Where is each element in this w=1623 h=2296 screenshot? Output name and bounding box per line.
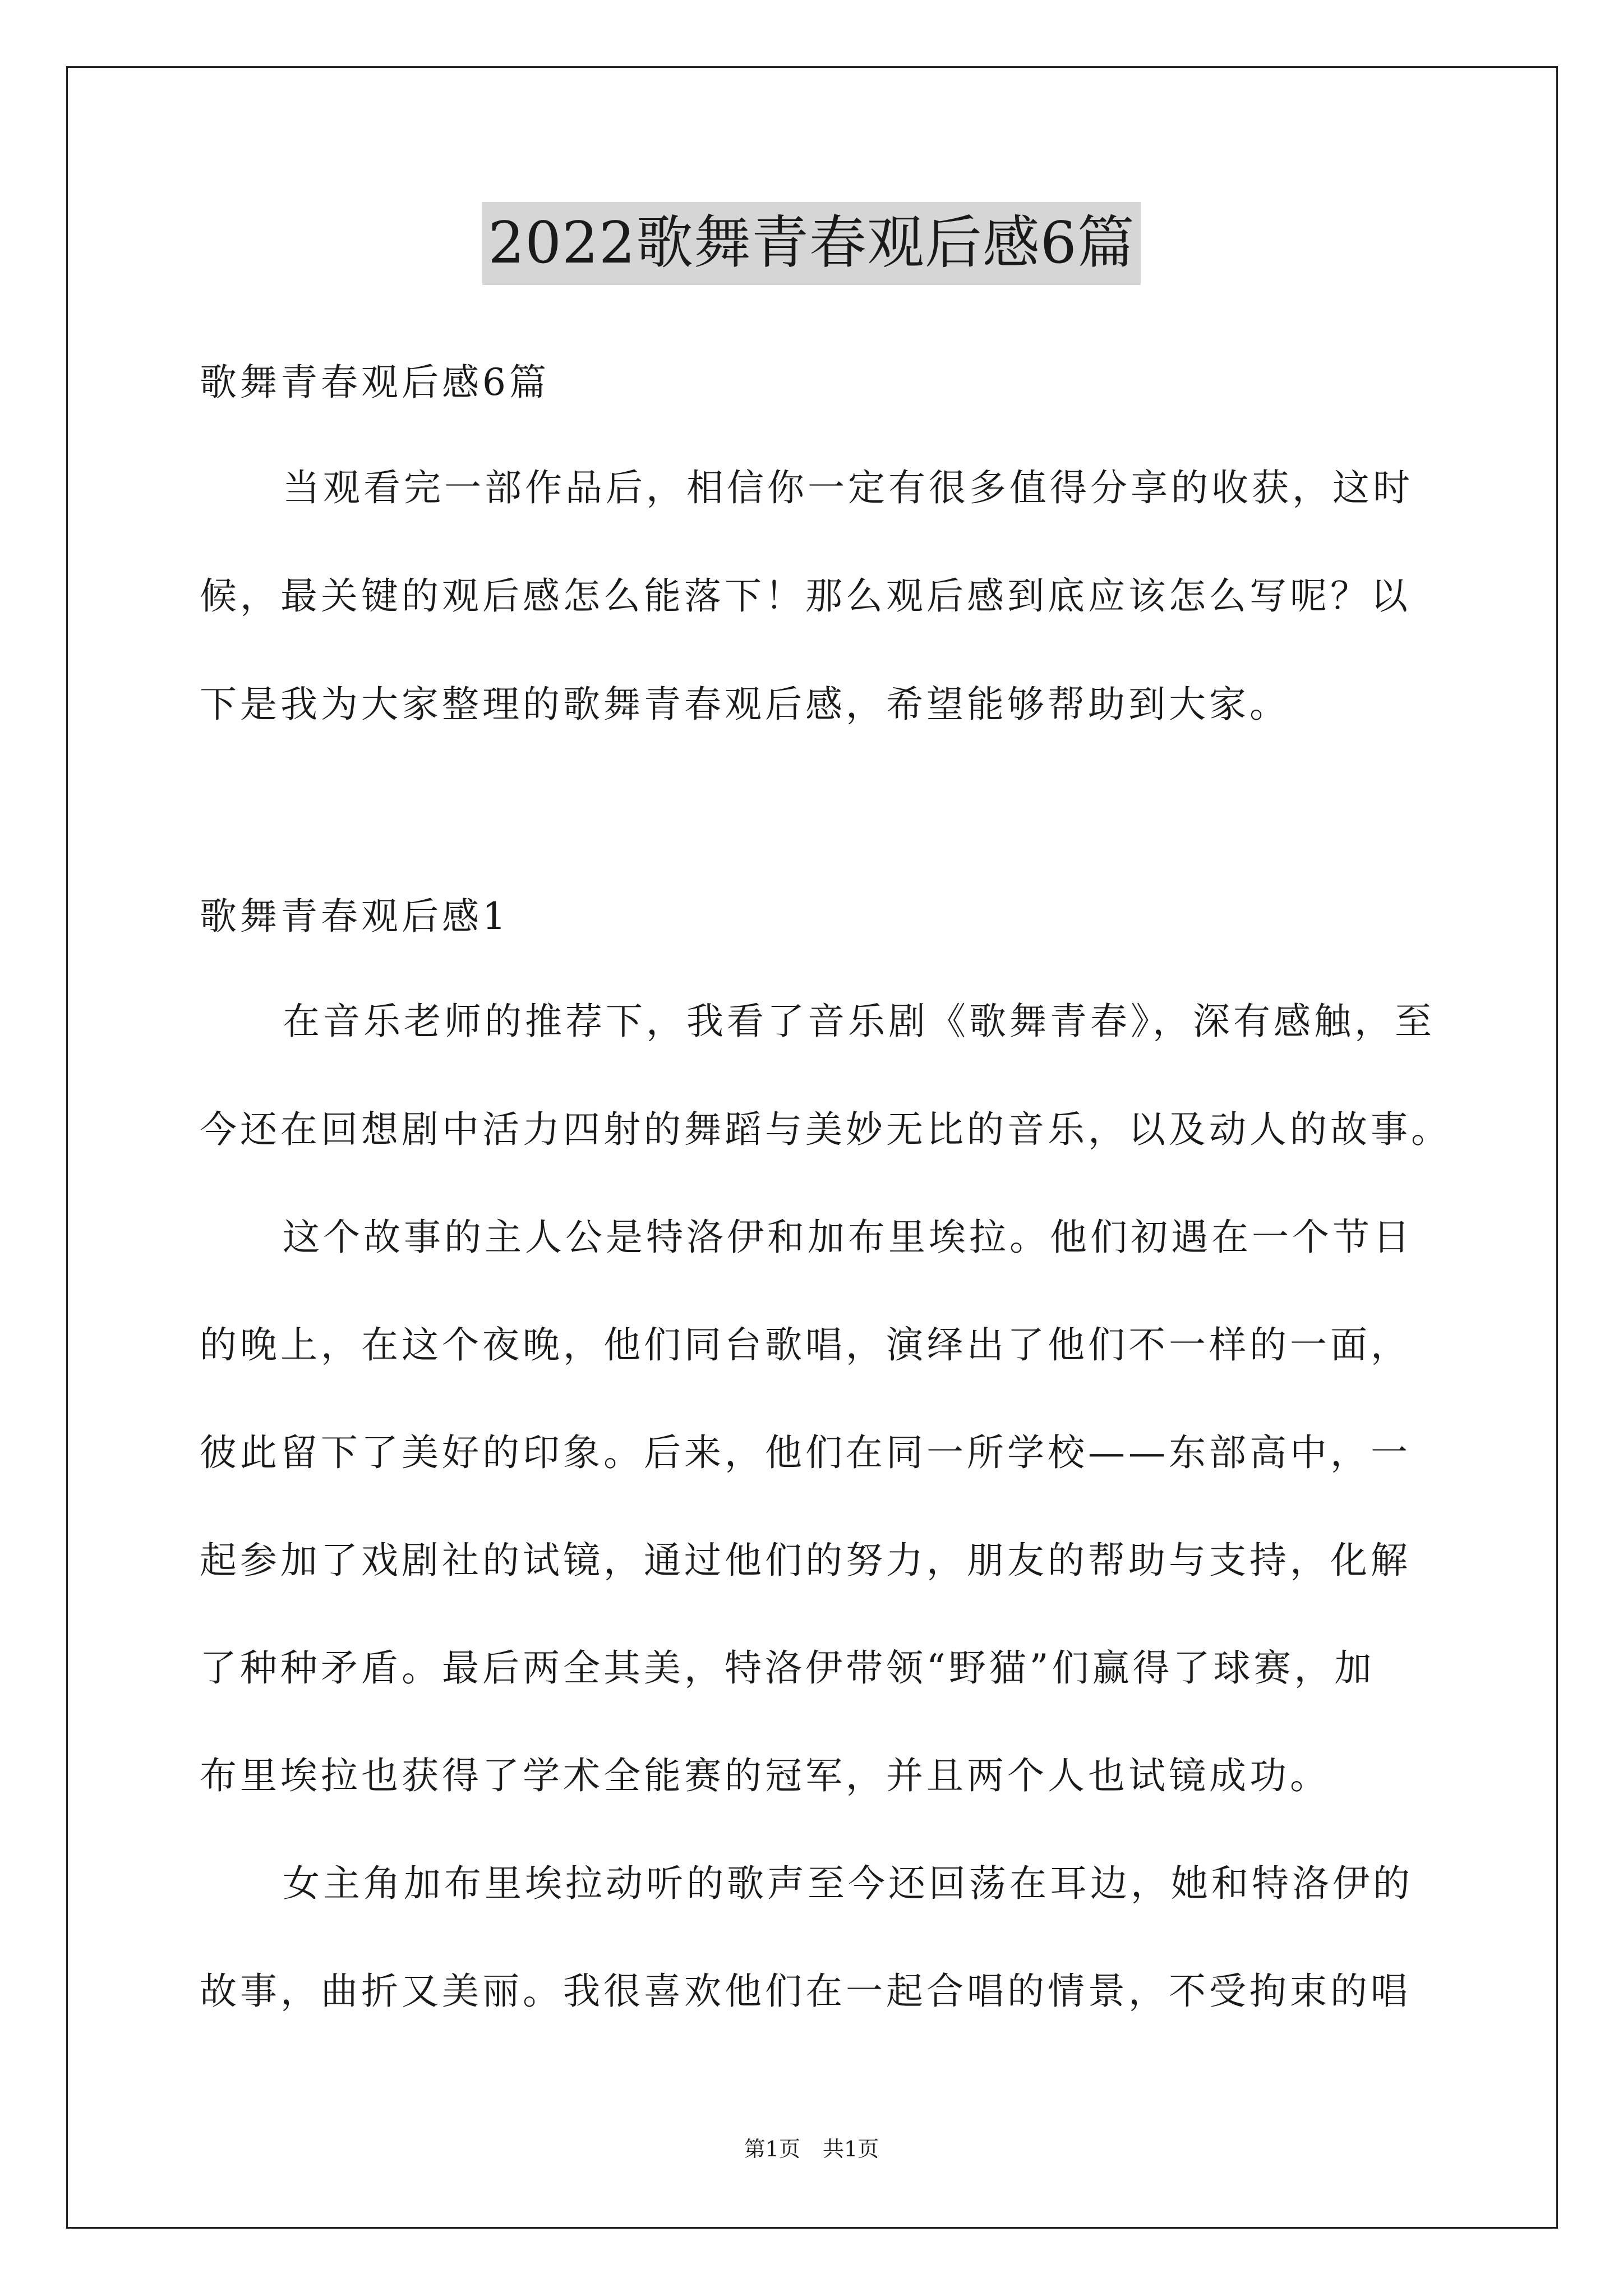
body-line: 女主角加布里埃拉动听的歌声至今还回荡在耳边，她和特洛伊的 [283,1862,1413,1905]
body-line: 故事，曲折又美丽。我很喜欢他们在一起合唱的情景，不受拘束的唱 [200,1970,1411,2013]
page-total: 共1页 [823,2137,879,2161]
body-line: 布里埃拉也获得了学术全能赛的冠军，并且两个人也试镜成功。 [200,1754,1330,1797]
body-line: 今还在回想剧中活力四射的舞蹈与美妙无比的音乐，以及动人的故事。 [200,1108,1451,1151]
section-heading: 歌舞青春观后感1 [200,895,509,938]
intro-line: 当观看完一部作品后，相信你一定有很多值得分享的收获，这时 [283,466,1413,509]
intro-line: 候，最关键的观后感怎么能落下！那么观后感到底应该怎么写呢？以 [200,574,1411,618]
page-footer [0,2135,1623,2163]
body-line: 这个故事的主人公是特洛伊和加布里埃拉。他们初遇在一个节日 [283,1216,1413,1259]
document-title: 2022歌舞青春观后感6篇 [482,202,1140,285]
body-line: 的晚上，在这个夜晚，他们同台歌唱，演绎出了他们不一样的一面， [200,1323,1411,1366]
document-subtitle: 歌舞青春观后感6篇 [200,361,550,404]
title-container [0,202,1623,285]
intro-line: 下是我为大家整理的歌舞青春观后感，希望能够帮助到大家。 [200,683,1290,726]
body-line: 在音乐老师的推荐下，我看了音乐剧《歌舞青春》，深有感触，至 [283,1000,1435,1043]
body-line: 了种种矛盾。最后两全其美，特洛伊带领“野猫”们赢得了球赛，加 [200,1646,1375,1690]
page-number: 第1页 [744,2137,800,2161]
body-line: 彼此留下了美好的印象。后来，他们在同一所学校——东部高中，一 [200,1431,1411,1474]
body-line: 起参加了戏剧社的试镜，通过他们的努力，朋友的帮助与支持，化解 [200,1539,1411,1582]
